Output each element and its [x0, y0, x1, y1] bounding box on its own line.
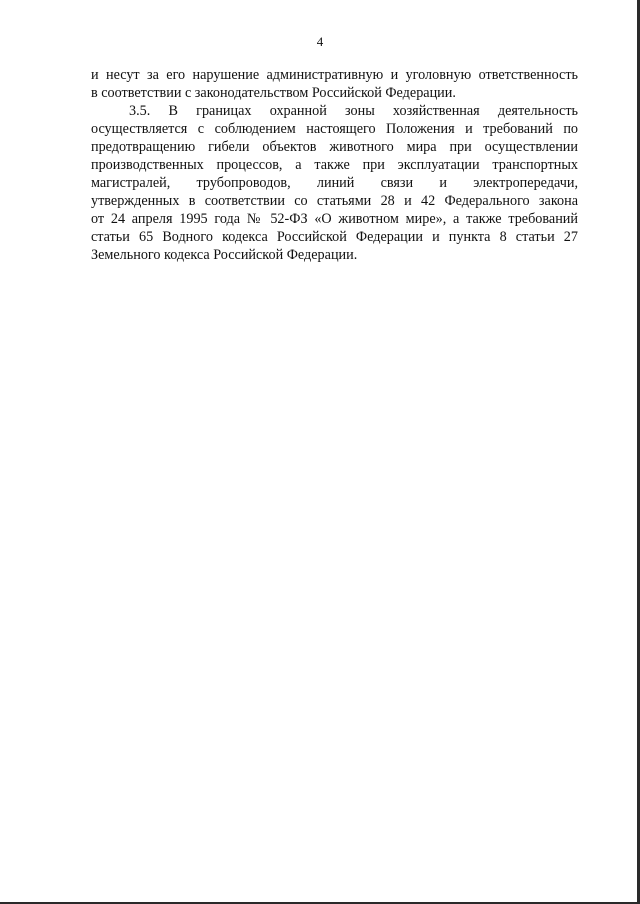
paragraph-3-5	[91, 102, 578, 264]
text-line: 3.5. В границах охранной зоны хозяйственная деятельность	[129, 103, 578, 119]
text-line: от 24 апреля 1995 года № 52-ФЗ «О животном мире», а также требований	[91, 211, 578, 227]
text-line: предотвращению гибели объектов животного мира при осуществлении	[91, 139, 578, 155]
text-line: магистралей, трубопроводов, линий связи и электропередачи,	[91, 175, 578, 191]
text-line: в соответствии с законодательством Российской Федерации.	[91, 85, 456, 101]
text-line: Земельного кодекса Российской Федерации.	[91, 247, 358, 263]
text-line: статьи 65 Водного кодекса Российской Федерации и пункта 8 статьи 27	[91, 229, 578, 245]
page-number: 4	[316, 34, 324, 49]
text-line: и несут за его нарушение административную и уголовную ответственность	[91, 67, 578, 83]
text-line: осуществляется с соблюдением настоящего Положения и требований по	[91, 121, 578, 137]
text-line: утвержденных в соответствии со статьями 28 и 42 Федерального закона	[91, 193, 578, 209]
text-line: производственных процессов, а также при эксплуатации транспортных	[91, 157, 578, 173]
paragraph-continuation	[91, 66, 578, 102]
